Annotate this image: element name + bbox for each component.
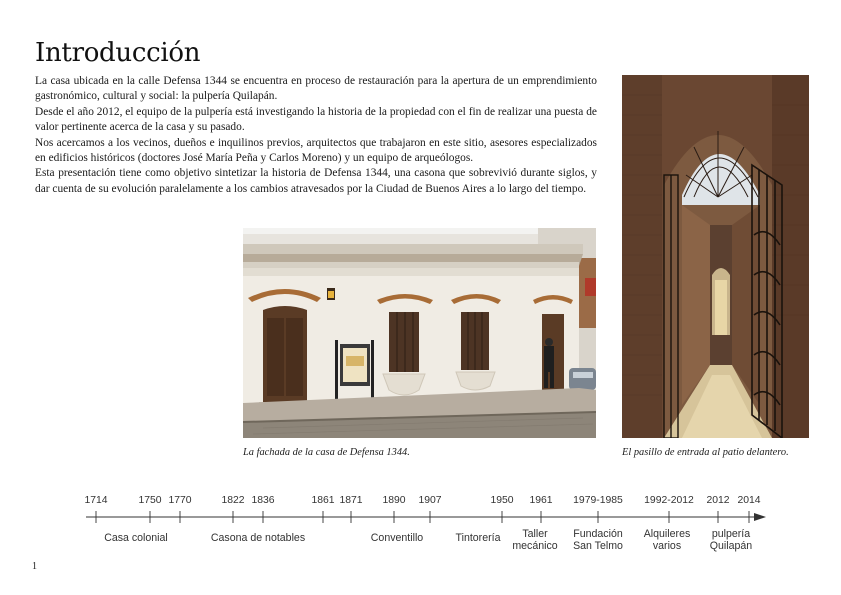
facade-photo [243,228,596,438]
timeline-period-label: San Telmo [573,540,623,552]
intro-text [35,74,597,197]
intro-paragraph-3: Nos acercamos a los vecinos, dueños e inquilinos previos, arquitectos que trabajaron en este sitio, asesores especializados en edificios históricos (doctores José María Peña y Carlos Moreno) y un equipo de arqueólogos. [35,136,597,165]
intro-paragraph-4: Esta presentación tiene como objetivo sintetizar la historia de Defensa 1344, una casona que sobrevivió durante siglos, y dar cuenta de su evolución paralelamente a los cambios atravesados por la Ciudad de Buenos Aires a lo largo del tiempo. [35,167,597,195]
timeline-year: 1750 [138,495,162,506]
timeline-year: 1907 [418,495,442,506]
corridor-photo [622,75,809,438]
timeline-year: 1714 [84,495,108,506]
timeline-period-label: Alquileres [643,528,691,540]
timeline-year: 1950 [490,495,514,506]
page-number: 1 [32,561,37,572]
timeline-year: 1871 [339,495,363,506]
timeline-year: 1979-1985 [573,495,623,506]
timeline-year: 1961 [529,495,553,506]
timeline-period-label: Fundación [573,528,623,540]
facade-caption: La fachada de la casa de Defensa 1344. [243,447,410,458]
timeline-year: 1890 [382,495,406,506]
timeline-period-label: Conventillo [370,532,424,544]
corridor-caption: El pasillo de entrada al patio delantero. [622,447,789,458]
timeline-year: 1822 [221,495,245,506]
timeline-period-label: Casona de notables [210,532,306,544]
timeline-period-label: mecánico [512,540,558,552]
intro-paragraph-2: Desde el año 2012, el equipo de la pulpería está investigando la historia de la propiedad con el fin de realizar una puesta de valor pertinente acerca de la casa y su pasado. [35,105,597,134]
timeline-year: 2014 [737,495,761,506]
timeline-year: 1770 [168,495,192,506]
timeline-period-label: pulpería [711,528,751,540]
timeline-period-label: Casa colonial [104,532,168,544]
page-title: Introducción [35,38,201,68]
timeline-arrow-icon [754,513,766,521]
timeline-period-label: Taller [522,528,548,540]
timeline-period-label: Tintorería [455,532,501,544]
timeline-period-label: varios [652,540,682,552]
timeline-year: 2012 [706,495,730,506]
timeline-year: 1992-2012 [644,495,694,506]
timeline-year: 1861 [311,495,335,506]
intro-paragraph-1: La casa ubicada en la calle Defensa 1344 se encuentra en proceso de restauración para la apertura de un emprendimiento gastronómico, cultural y social: la pulpería Quilapán. [35,75,597,103]
timeline-period-label: Quilapán [709,540,753,552]
timeline [0,486,841,566]
timeline-year: 1836 [251,495,275,506]
